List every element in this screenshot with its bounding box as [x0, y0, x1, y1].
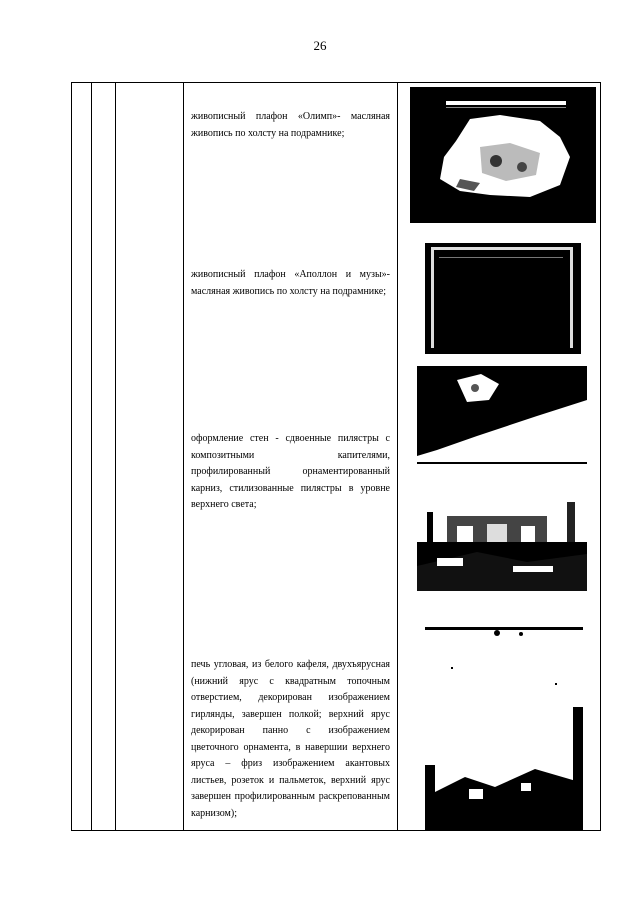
item-description-olympus: живописный плафон «Олимп»- масляная живопись по холсту на подрамнике;: [191, 111, 390, 139]
inventory-table: [71, 82, 601, 831]
item-description-stove: печь угловая, из белого кафеля, двухъярусная (нижний ярус с квадратным топочным отверстием, декорирован изображением гирлянды, завершен полкой; верхний ярус декорирован панно с изображением цветочного орнамента, в навершии верхнего яруса – фриз изображением акантовых листьев, розеток и пальметок, верхний ярус завершен профилированным раскрепованным карнизом);: [191, 659, 390, 819]
table-column-divider: [183, 83, 184, 830]
ceiling-painting-olympus-photo: [410, 87, 596, 223]
table-column-divider: [397, 83, 398, 830]
corner-stove-photo: [425, 627, 583, 831]
page-number: 26: [313, 38, 327, 53]
ceiling-painting-apollo-photo: [425, 237, 581, 354]
item-description-walls: оформление стен - сдвоенные пилястры с композитными капителями, профилированный орнаментированный карниз, стилизованные пилястры в уровне верхнего света;: [191, 433, 390, 510]
item-description-apollo: живописный плафон «Аполлон и музы»- масляная живопись по холсту на подрамнике;: [191, 269, 390, 297]
table-column-divider: [91, 83, 92, 830]
wall-decoration-photos: [417, 366, 587, 591]
table-column-divider: [115, 83, 116, 830]
